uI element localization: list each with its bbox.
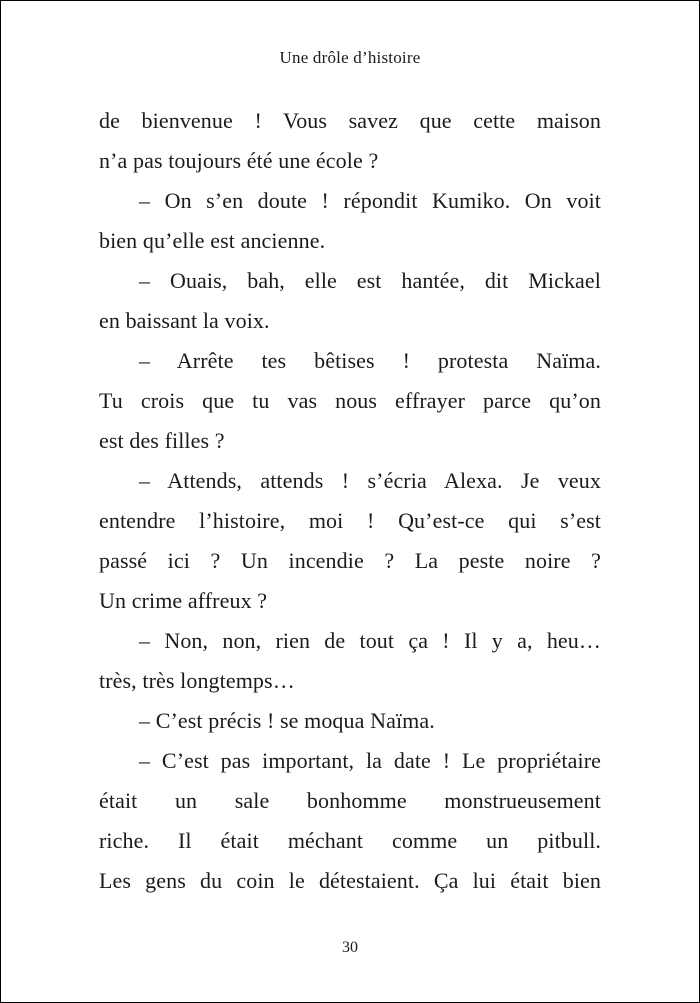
paragraph: [99, 461, 601, 621]
body-text: [99, 101, 601, 901]
text-line: Les gens du coin le détestaient. Ça lui était bien: [99, 868, 601, 893]
text-line: – Arrête tes bêtises ! protesta Naïma.: [139, 348, 601, 373]
text-line: – Non, non, rien de tout ça ! Il y a, heu…: [139, 628, 601, 653]
paragraph: [99, 621, 601, 701]
text-line: riche. Il était méchant comme un pitbull.: [99, 828, 601, 853]
paragraph: [99, 741, 601, 901]
paragraph: [99, 261, 601, 341]
text-line: – On s’en doute ! répondit Kumiko. On voit: [139, 188, 601, 213]
text-line: est des filles ?: [99, 428, 225, 453]
paragraph: [99, 701, 601, 741]
text-line: en baissant la voix.: [99, 308, 270, 333]
text-line: entendre l’histoire, moi ! Qu’est-ce qui s’est: [99, 508, 601, 533]
text-line: – Ouais, bah, elle est hantée, dit Mickael: [139, 268, 601, 293]
paragraph: [99, 101, 601, 181]
text-line: était un sale bonhomme monstrueusement: [99, 788, 601, 813]
text-line: Un crime affreux ?: [99, 588, 268, 613]
text-line: très, très longtemps…: [99, 668, 295, 693]
page-number: 30: [342, 939, 358, 956]
text-line: – Attends, attends ! s’écria Alexa. Je veux: [139, 468, 601, 493]
text-line: – C’est précis ! se moqua Naïma.: [139, 708, 435, 733]
text-line: bien qu’elle est ancienne.: [99, 228, 326, 253]
text-line: passé ici ? Un incendie ? La peste noire ?: [99, 548, 601, 573]
text-line: de bienvenue ! Vous savez que cette maison: [99, 108, 601, 133]
paragraph: [99, 341, 601, 461]
text-line: n’a pas toujours été une école ?: [99, 148, 379, 173]
text-line: Tu crois que tu vas nous effrayer parce qu’on: [99, 388, 601, 413]
paragraph: [99, 181, 601, 261]
running-header-title: Une drôle d’histoire: [279, 48, 421, 67]
text-line: – C’est pas important, la date ! Le propriétaire: [139, 748, 601, 773]
